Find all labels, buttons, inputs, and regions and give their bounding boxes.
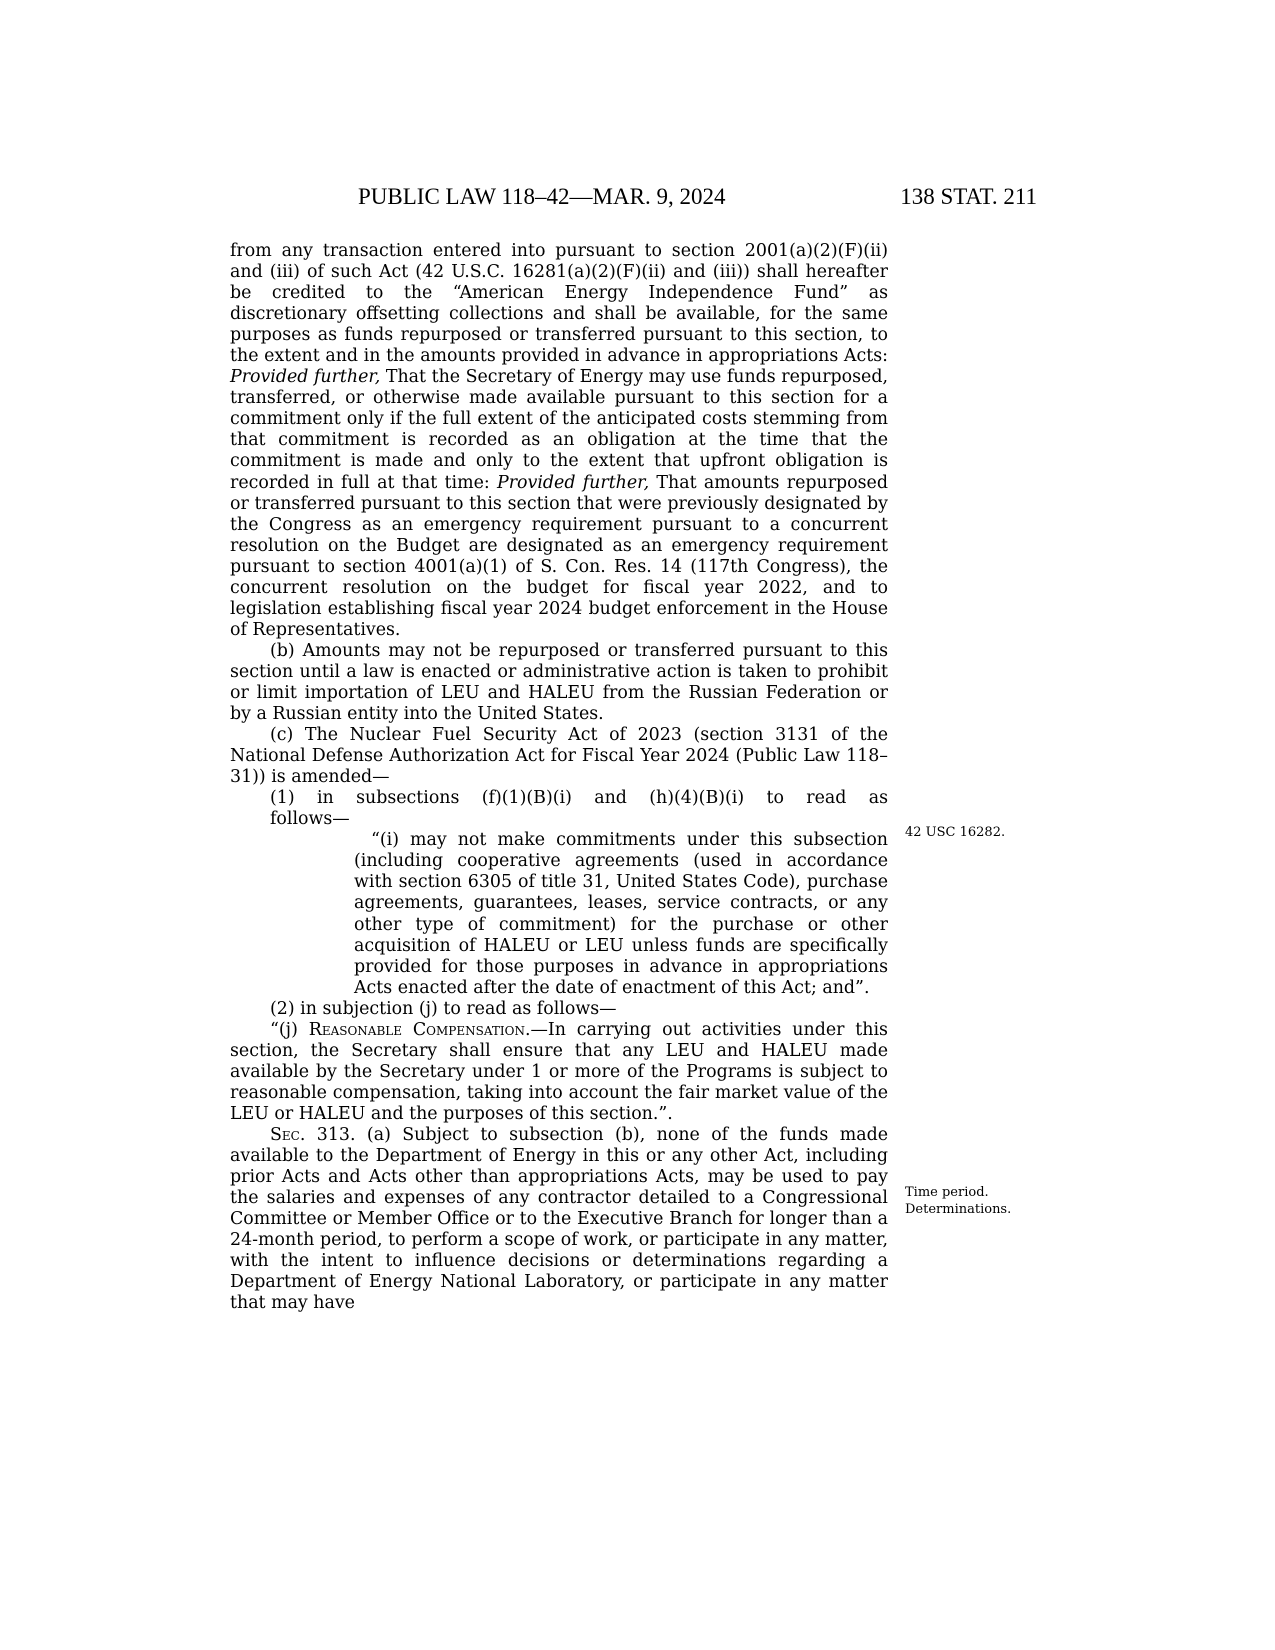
body-text (230, 241, 888, 1314)
subsection-b: (b) Amounts may not be repurposed or transferred pursuant to this section until a law is enacted or administrative action is taken to prohibit or limit importation of LEU and HALEU from the Russian Federation or by a Russian entity into the United States. (230, 640, 888, 725)
section-label: Sec (270, 1124, 300, 1145)
margin-note-usc: 42 USC 16282. (905, 825, 1006, 840)
paragraph-2: (2) in subjection (j) to read as follows— (270, 998, 617, 1019)
paragraph-continuation: from any transaction entered into pursuant to section 2001(a)(2)(F)(ii) and (iii) of such Act (42 U.S.C. 16281(a)(2)(F)(ii) and (iii)) shall hereafter be credited to the “American Energy Independence Fund” as discretionary offsetting collections and shall be available, for the same purposes as funds repurposed or transferred pursuant to this section, to the extent and in the amounts provided in advance in appropriations Acts: Provided further, That the Secretary of Energy may use funds repurposed, transferred, or otherwise made available pursuant to this section for a commitment only if the full extent of the anticipated costs stemming from that commitment is recorded as an obligation at the time that the commitment is made and only to the extent that upfront obligation is recorded in full at that time: Provided further, That amounts repurposed or transferred pursuant to this section that were previously designated by the Congress as an emergency requirement pursuant to a concurrent resolution on the Budget are designated as an emergency requirement pursuant to section 4001(a)(1) of S. Con. Res. 14 (117th Congress), the concurrent resolution on the budget for fiscal year 2022, and to legislation establishing fiscal year 2024 budget enforcement in the House of Representatives. (230, 241, 888, 640)
section-heading: Reasonable Compensation (308, 1019, 525, 1040)
subsection-c: (c) The Nuclear Fuel Security Act of 2023 (section 3131 of the National Defense Authorization Act for Fiscal Year 2024 (Public Law 118–31)) is amended— (230, 725, 888, 788)
quoted-subsection-j: “(j) Reasonable Compensation.—In carrying out activities under this section, the Secretary shall ensure that any LEU and HALEU made available by the Secretary under 1 or more of the Programs is subject to reasonable compensation, taking into account the fair market value of the LEU or HALEU and the purposes of this section.”. (230, 1019, 888, 1124)
running-header-title: PUBLIC LAW 118–42—MAR. 9, 2024 (358, 184, 726, 209)
margin-note-determinations: Determinations. (905, 1202, 1012, 1217)
proviso-label: Provided further, (497, 472, 650, 493)
paragraph-1-continuation: follows— (270, 809, 350, 830)
section-313: Sec. 313. (a) Subject to subsection (b), none of the funds made available to the Department of Energy in this or any other Act, including prior Acts and Acts other than appropriations Acts, may be used to pay the salaries and expenses of any contractor detailed to a Congressional Committee or Member Office or to the Executive Branch for longer than a 24-month period, to perform a scope of work, or participate in any matter, with the intent to influence decisions or determinations regarding a Department of Energy National Laboratory, or participate in any matter that may have (230, 1124, 888, 1314)
proviso-label: Provided further, (230, 367, 381, 388)
paragraph-1: (1) in subsections (f)(1)(B)(i) and (h)(4)(B)(i) to read as (270, 788, 888, 809)
margin-note-time-period: Time period. (905, 1185, 989, 1200)
quoted-clause-i: “(i) may not make commitments under this subsection (including cooperative agreements (used in accordance with section 6305 of title 31, United States Code), purchase agreements, guarantees, leases, service contracts, or any other type of commitment) for the purchase or other acquisition of HALEU or LEU unless funds are specifically provided for those purposes in advance in appropriations Acts enacted after the date of enactment of this Act; and”. (354, 830, 888, 998)
statute-page-number: 138 STAT. 211 (900, 184, 1037, 209)
